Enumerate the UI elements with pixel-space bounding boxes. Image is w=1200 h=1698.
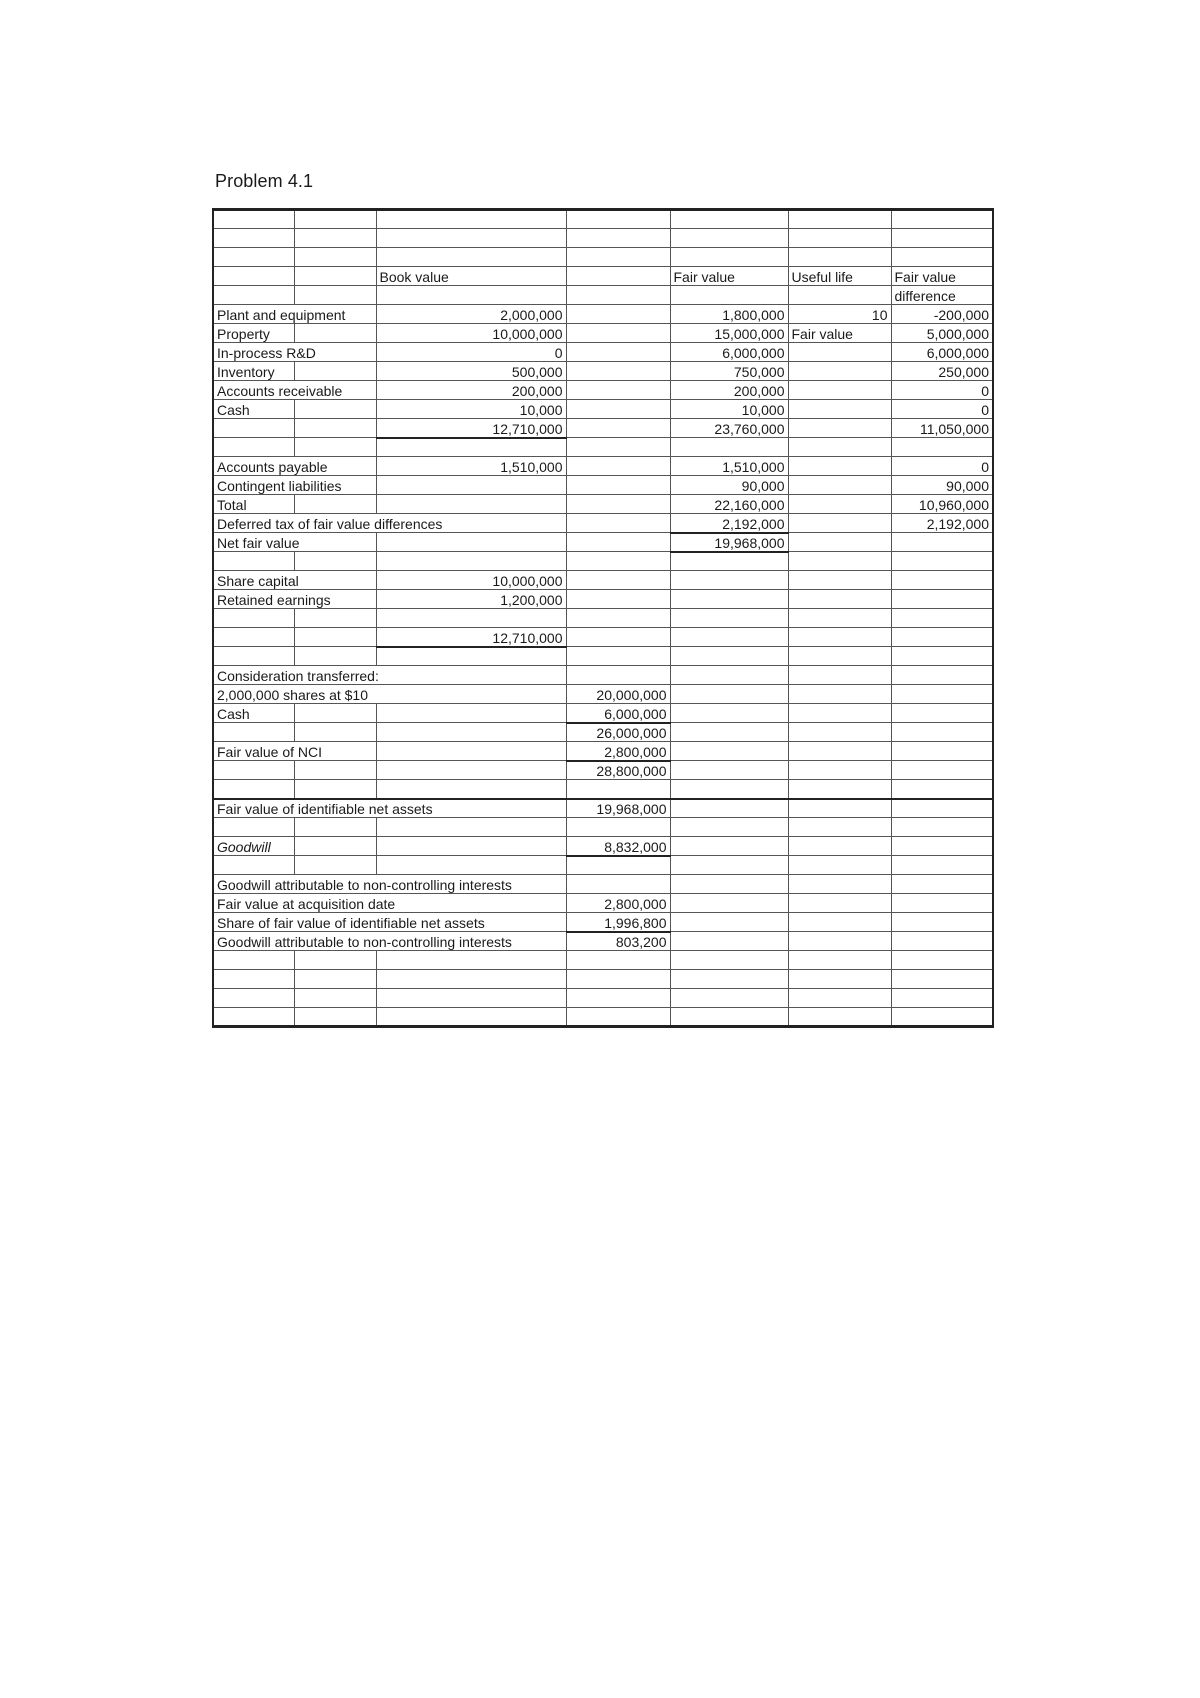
row-label: Fair value of identifiable net assets: [213, 799, 566, 818]
fair-value: 90,000: [670, 476, 788, 495]
nci-row: [213, 894, 993, 913]
book-total: 12,710,000: [376, 419, 566, 438]
row-label: Cash: [213, 400, 294, 419]
row-label: Goodwill: [213, 837, 294, 856]
fv-difference: 0: [891, 400, 993, 419]
fv-difference: 10,960,000: [891, 495, 993, 514]
nci-result-value: 803,200: [566, 932, 670, 951]
table-row: [213, 818, 993, 837]
header-book-value: Book value: [376, 267, 566, 286]
table-row: [213, 229, 993, 248]
fair-value: 200,000: [670, 381, 788, 400]
identifiable-value: 19,968,000: [566, 799, 670, 818]
useful-life: 10: [788, 305, 891, 324]
consideration-heading: Consideration transferred:: [213, 666, 566, 685]
liability-row: [213, 514, 993, 533]
asset-row: [213, 305, 993, 324]
liability-row: [213, 457, 993, 476]
row-label: Inventory: [213, 362, 294, 381]
nci-heading-row: [213, 875, 993, 894]
book-value: 200,000: [376, 381, 566, 400]
row-label: Fair value at acquisition date: [213, 894, 566, 913]
fair-value: 2,192,000: [670, 514, 788, 533]
consideration-total-row: [213, 761, 993, 780]
book-value: 10,000,000: [376, 324, 566, 343]
row-label: Accounts receivable: [213, 381, 376, 400]
fair-value: 6,000,000: [670, 343, 788, 362]
equity-total: 12,710,000: [376, 628, 566, 647]
table-row: [213, 210, 993, 229]
table-row: [213, 856, 993, 875]
consideration-total: 28,800,000: [566, 761, 670, 780]
table-row: [213, 647, 993, 666]
table-row: [213, 1008, 993, 1027]
book-value: 1,510,000: [376, 457, 566, 476]
row-label: Cash: [213, 704, 294, 723]
consideration-value: 20,000,000: [566, 685, 670, 704]
table-row: [213, 951, 993, 970]
consideration-row: [213, 742, 993, 761]
row-label: Deferred tax of fair value differences: [213, 514, 566, 533]
row-label: Fair value of NCI: [213, 742, 376, 761]
header-fv-difference-1: Fair value: [891, 267, 993, 286]
table-row: [213, 970, 993, 989]
fair-value: 1,510,000: [670, 457, 788, 476]
net-fair-value-row: [213, 533, 993, 552]
row-label: Share of fair value of identifiable net assets: [213, 913, 566, 932]
book-value: 10,000,000: [376, 571, 566, 590]
asset-row: [213, 343, 993, 362]
useful-life: Fair value: [788, 324, 891, 343]
row-label: Goodwill attributable to non-controlling interests: [213, 932, 566, 951]
header-row: [213, 286, 993, 305]
table-row: [213, 552, 993, 571]
fair-value: 15,000,000: [670, 324, 788, 343]
consideration-value: 6,000,000: [566, 704, 670, 723]
fair-total: 23,760,000: [670, 419, 788, 438]
fv-difference: 2,192,000: [891, 514, 993, 533]
nci-row: [213, 913, 993, 932]
consideration-subtotal-row: [213, 723, 993, 742]
table-row: [213, 438, 993, 457]
identifiable-row: [213, 799, 993, 818]
fair-value: 10,000: [670, 400, 788, 419]
fv-difference: 250,000: [891, 362, 993, 381]
liability-row: [213, 476, 993, 495]
fv-difference: 6,000,000: [891, 343, 993, 362]
book-value: 10,000: [376, 400, 566, 419]
row-label: In-process R&D: [213, 343, 376, 362]
fair-value: 750,000: [670, 362, 788, 381]
equity-total-row: [213, 628, 993, 647]
nci-result-row: [213, 932, 993, 951]
page-title: Problem 4.1: [215, 171, 314, 191]
fv-difference: -200,000: [891, 305, 993, 324]
row-label: Contingent liabilities: [213, 476, 376, 495]
assets-total-row: [213, 419, 993, 438]
header-useful-life: Useful life: [788, 267, 891, 286]
fv-difference: 90,000: [891, 476, 993, 495]
asset-row: [213, 362, 993, 381]
nci-value: 2,800,000: [566, 894, 670, 913]
header-fair-value: Fair value: [670, 267, 788, 286]
book-value: 2,000,000: [376, 305, 566, 324]
row-label: Share capital: [213, 571, 376, 590]
asset-row: [213, 324, 993, 343]
consideration-value: 2,800,000: [566, 742, 670, 761]
table-row: [213, 780, 993, 799]
worksheet-table: [212, 208, 994, 1028]
row-label: Net fair value: [213, 533, 376, 552]
equity-row: [213, 590, 993, 609]
goodwill-value: 8,832,000: [566, 837, 670, 856]
consideration-row: [213, 704, 993, 723]
table-row: [213, 989, 993, 1008]
asset-row: [213, 381, 993, 400]
header-fv-difference-2: difference: [891, 286, 993, 305]
book-value: 0: [376, 343, 566, 362]
fv-difference: 0: [891, 457, 993, 476]
book-value: 500,000: [376, 362, 566, 381]
fv-difference: 5,000,000: [891, 324, 993, 343]
fv-difference: 0: [891, 381, 993, 400]
row-label: Property: [213, 324, 294, 343]
book-value: 1,200,000: [376, 590, 566, 609]
consideration-row: [213, 685, 993, 704]
liability-row: [213, 495, 993, 514]
consideration-subtotal: 26,000,000: [566, 723, 670, 742]
diff-total: 11,050,000: [891, 419, 993, 438]
nci-value: 1,996,800: [566, 913, 670, 932]
row-label: Total: [213, 495, 294, 514]
asset-row: [213, 400, 993, 419]
header-row: [213, 267, 993, 286]
fair-value: 22,160,000: [670, 495, 788, 514]
row-label: Accounts payable: [213, 457, 376, 476]
consideration-heading-row: [213, 666, 993, 685]
row-label: Plant and equipment: [213, 305, 376, 324]
equity-row: [213, 571, 993, 590]
goodwill-row: [213, 837, 993, 856]
table-row: [213, 609, 993, 628]
row-label: Retained earnings: [213, 590, 376, 609]
nci-heading: Goodwill attributable to non-controlling interests: [213, 875, 566, 894]
row-label: 2,000,000 shares at $10: [213, 685, 566, 704]
table-row: [213, 248, 993, 267]
fair-value: 1,800,000: [670, 305, 788, 324]
fair-value: 19,968,000: [670, 533, 788, 552]
